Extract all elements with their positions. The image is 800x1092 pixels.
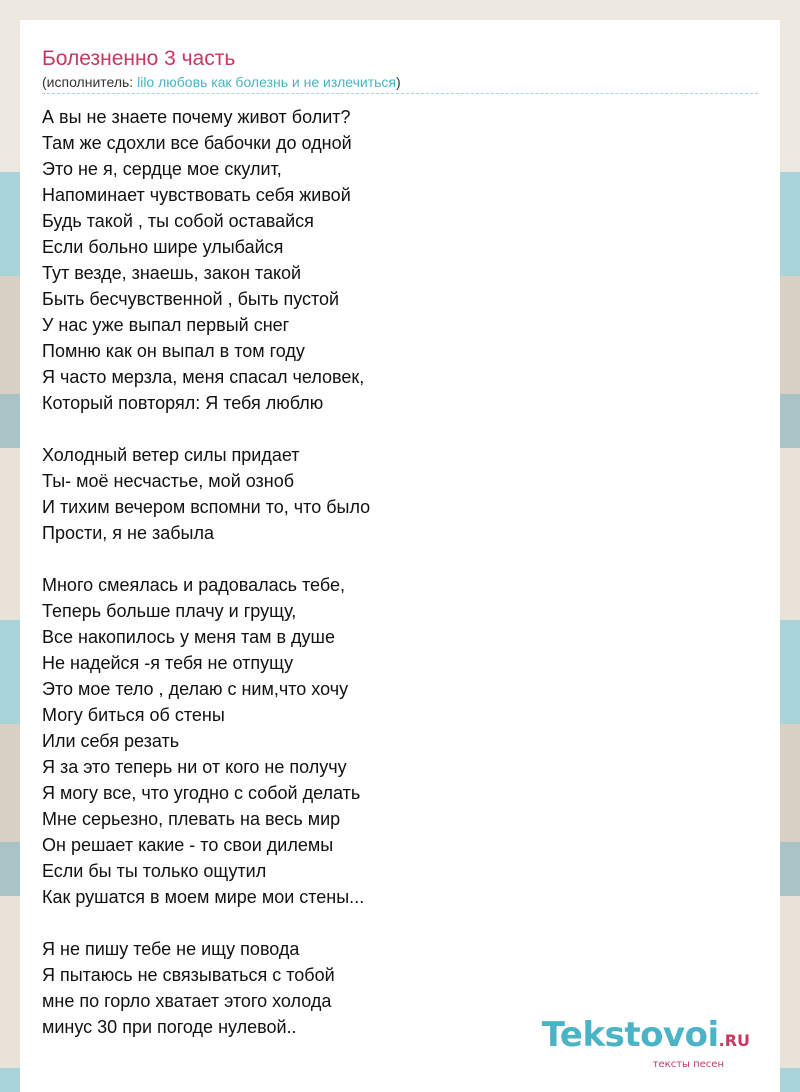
header-divider [42,93,758,94]
lyric-line: А вы не знаете почему живот болит? [42,107,351,127]
song-title: Болезненно 3 часть [42,47,236,70]
lyric-line: Как рушатся в моем мире мои стены... [42,887,365,907]
artist-suffix: ) [396,74,401,90]
lyric-line: Он решает какие - то свои дилемы [42,835,334,855]
lyric-line: Будь такой , ты собой оставайся [42,211,314,231]
logo-tld: .RU [718,1031,750,1050]
lyric-line: Холодный ветер силы придает [42,445,300,465]
logo-tagline: тексты песен [652,1059,724,1070]
lyric-line: Там же сдохли все бабочки до одной [42,133,352,153]
lyric-line: Теперь больше плачу и грущу, [42,601,297,621]
lyric-line: Могу биться об стены [42,705,225,725]
stanza-break [42,416,758,442]
lyric-line: Это мое тело , делаю с ним,что хочу [42,679,349,699]
logo-wordmark [542,1017,750,1059]
lyric-line: Я часто мерзла, меня спасал человек, [42,367,365,387]
lyric-line: И тихим вечером вспомни то, что было [42,497,371,517]
lyric-line: Ты- моё несчастье, мой озноб [42,471,295,491]
site-logo[interactable] [542,1017,750,1070]
lyric-line: Если больно шире улыбайся [42,237,284,257]
artist-link[interactable]: lilo любовь как болезнь и не излечиться [137,74,396,90]
lyrics-page [20,20,780,1092]
stanza-break [42,910,758,936]
lyric-line: Я не пишу тебе не ищу повода [42,939,300,959]
lyric-line: У нас уже выпал первый снег [42,315,290,335]
lyric-line: Я пытаюсь не связываться с тобой [42,965,335,985]
lyric-line: Прости, я не забыла [42,523,214,543]
lyric-line: минус 30 при погоде нулевой.. [42,1017,297,1037]
lyric-line: Помню как он выпал в том году [42,341,305,361]
lyric-line: Много смеялась и радовалась тебе, [42,575,345,595]
stanza-break [42,546,758,572]
lyric-line: Быть бесчувственной , быть пустой [42,289,340,309]
lyric-line: Напоминает чувствовать себя живой [42,185,351,205]
lyric-line: мне по горло хватает этого холода [42,991,332,1011]
logo-name: Tekstovoi [541,1015,719,1055]
lyric-line: Я могу все, что угодно с собой делать [42,783,361,803]
lyric-line: Если бы ты только ощутил [42,861,267,881]
lyric-line: Тут везде, знаешь, закон такой [42,263,302,283]
lyric-line: Не надейся -я тебя не отпущу [42,653,294,673]
lyric-line: Я за это теперь ни от кого не получу [42,757,347,777]
lyric-line: Все накопилось у меня там в душе [42,627,335,647]
artist-line [42,73,401,91]
lyric-line: Или себя резать [42,731,180,751]
lyric-line: Это не я, сердце мое скулит, [42,159,282,179]
lyric-line: Мне серьезно, плевать на весь мир [42,809,341,829]
artist-prefix: (исполнитель: [42,74,138,90]
lyrics-text [42,104,758,1040]
lyric-line: Который повторял: Я тебя люблю [42,393,324,413]
